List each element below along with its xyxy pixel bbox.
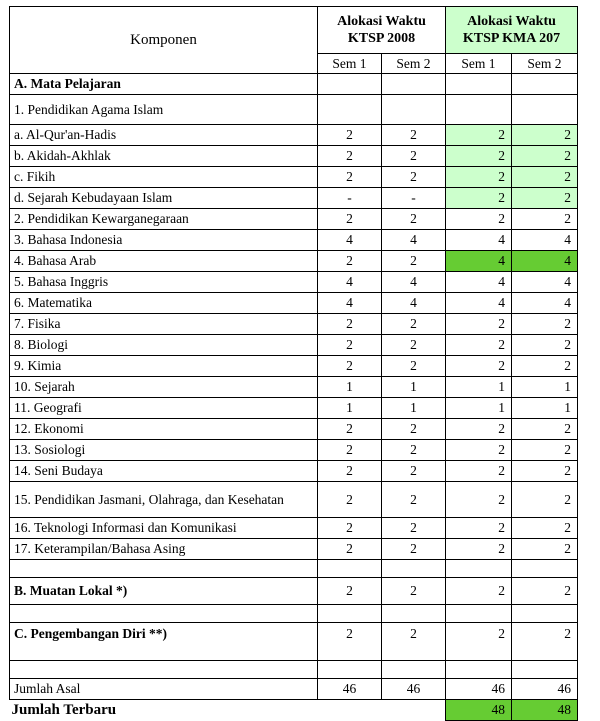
header-sem2-2008: Sem 2 — [382, 54, 446, 74]
pengembangan-diri-v1: 2 — [318, 623, 382, 661]
subject-value-3: 4 — [446, 230, 512, 251]
subject-value-2: 4 — [382, 272, 446, 293]
subject-value-2: 2 — [382, 518, 446, 539]
subject-label: 4. Bahasa Arab — [10, 251, 318, 272]
jumlah-asal-v4: 46 — [512, 679, 578, 700]
subject-value-1: 2 — [318, 335, 382, 356]
table-row — [10, 440, 578, 461]
table-row — [10, 518, 578, 539]
table-row — [10, 230, 578, 251]
subject-value-2: - — [382, 188, 446, 209]
subject-value-4: 4 — [512, 293, 578, 314]
subject-value-3: 2 — [446, 335, 512, 356]
subject-value-4: 1 — [512, 377, 578, 398]
section-mata-pelajaran: A. Mata Pelajaran — [10, 74, 318, 95]
pengembangan-diri-v2: 2 — [382, 623, 446, 661]
subject-label: d. Sejarah Kebudayaan Islam — [10, 188, 318, 209]
subject-value-1: 2 — [318, 461, 382, 482]
subject-value-4: 2 — [512, 188, 578, 209]
subject-value-1: 1 — [318, 398, 382, 419]
table-row — [10, 356, 578, 377]
subject-value-1: 2 — [318, 440, 382, 461]
subject-value-3: 2 — [446, 539, 512, 560]
subject-label: c. Fikih — [10, 167, 318, 188]
table-row — [10, 482, 578, 518]
allocation-table — [9, 6, 578, 721]
subject-label: 7. Fisika — [10, 314, 318, 335]
subject-value-4: 2 — [512, 167, 578, 188]
subject-label: 14. Seni Budaya — [10, 461, 318, 482]
subject-value-2: 2 — [382, 125, 446, 146]
subject-value-3: 2 — [446, 314, 512, 335]
subject-value-3: 2 — [446, 461, 512, 482]
subject-label: 5. Bahasa Inggris — [10, 272, 318, 293]
muatan-lokal-v4: 2 — [512, 578, 578, 605]
subject-value-3: 2 — [446, 146, 512, 167]
subject-value-2: 4 — [382, 230, 446, 251]
subject-value-4: 2 — [512, 419, 578, 440]
subject-value-3: 4 — [446, 272, 512, 293]
header-ktsp-2008-line1: Alokasi Waktu — [337, 14, 426, 29]
subject-value-3: 4 — [446, 251, 512, 272]
subject-label: 11. Geografi — [10, 398, 318, 419]
subject-label: 10. Sejarah — [10, 377, 318, 398]
subject-value-1: 2 — [318, 539, 382, 560]
section-pendidikan-agama-islam: 1. Pendidikan Agama Islam — [10, 95, 318, 125]
jumlah-terbaru-label: Jumlah Terbaru — [11, 701, 117, 718]
subject-label: 15. Pendidikan Jasmani, Olahraga, dan Kesehatan — [10, 482, 318, 518]
subject-value-3: 1 — [446, 398, 512, 419]
table-row — [10, 188, 578, 209]
subject-value-2: 2 — [382, 209, 446, 230]
subject-label: 3. Bahasa Indonesia — [10, 230, 318, 251]
jumlah-terbaru-v2: 48 — [512, 700, 578, 721]
header-ktsp-2008-line2: KTSP 2008 — [347, 31, 416, 46]
subject-value-4: 2 — [512, 440, 578, 461]
pengembangan-diri-v3: 2 — [446, 623, 512, 661]
table-row — [10, 398, 578, 419]
subject-value-3: 2 — [446, 419, 512, 440]
subject-value-2: 2 — [382, 314, 446, 335]
header-sem1-2008: Sem 1 — [318, 54, 382, 74]
table-row — [10, 539, 578, 560]
table-row — [10, 251, 578, 272]
subject-label: 9. Kimia — [10, 356, 318, 377]
jumlah-asal-label: Jumlah Asal — [10, 679, 318, 700]
subject-value-1: 2 — [318, 125, 382, 146]
subject-value-1: - — [318, 188, 382, 209]
jumlah-asal-v2: 46 — [382, 679, 446, 700]
subject-value-4: 4 — [512, 251, 578, 272]
subject-value-4: 2 — [512, 461, 578, 482]
header-ktsp-kma-line1: Alokasi Waktu — [467, 14, 556, 29]
subject-value-2: 2 — [382, 356, 446, 377]
subject-value-2: 1 — [382, 398, 446, 419]
table-row — [10, 377, 578, 398]
section-muatan-lokal: B. Muatan Lokal *) — [10, 578, 318, 605]
subject-value-3: 2 — [446, 188, 512, 209]
table-row — [10, 461, 578, 482]
subject-value-4: 2 — [512, 125, 578, 146]
table-row — [10, 419, 578, 440]
header-sem1-kma: Sem 1 — [446, 54, 512, 74]
subject-label: a. Al-Qur'an-Hadis — [10, 125, 318, 146]
subject-label: 16. Teknologi Informasi dan Komunikasi — [10, 518, 318, 539]
subject-value-3: 2 — [446, 209, 512, 230]
subject-value-2: 2 — [382, 146, 446, 167]
header-ktsp-kma-207 — [446, 7, 578, 54]
muatan-lokal-v1: 2 — [318, 578, 382, 605]
jumlah-asal-v1: 46 — [318, 679, 382, 700]
table-row — [10, 335, 578, 356]
muatan-lokal-v3: 2 — [446, 578, 512, 605]
subject-value-2: 2 — [382, 539, 446, 560]
subject-value-3: 4 — [446, 293, 512, 314]
header-sem2-kma: Sem 2 — [512, 54, 578, 74]
subject-value-4: 2 — [512, 146, 578, 167]
subject-label: 8. Biologi — [10, 335, 318, 356]
jumlah-terbaru-v1: 48 — [446, 700, 512, 721]
subject-value-4: 2 — [512, 482, 578, 518]
subject-value-3: 2 — [446, 482, 512, 518]
subject-label: b. Akidah-Akhlak — [10, 146, 318, 167]
subject-value-1: 4 — [318, 272, 382, 293]
subject-value-4: 2 — [512, 539, 578, 560]
muatan-lokal-v2: 2 — [382, 578, 446, 605]
table-row — [10, 146, 578, 167]
subject-value-1: 2 — [318, 209, 382, 230]
subject-label: 6. Matematika — [10, 293, 318, 314]
subject-label: 13. Sosiologi — [10, 440, 318, 461]
subject-value-1: 2 — [318, 419, 382, 440]
header-ktsp-2008 — [318, 7, 446, 54]
subject-value-1: 2 — [318, 482, 382, 518]
subject-label: 12. Ekonomi — [10, 419, 318, 440]
header-ktsp-kma-line2: KTSP KMA 207 — [462, 31, 561, 46]
subject-value-3: 2 — [446, 356, 512, 377]
subject-label: 2. Pendidikan Kewarganegaraan — [10, 209, 318, 230]
subject-value-1: 2 — [318, 251, 382, 272]
subject-value-2: 2 — [382, 251, 446, 272]
subject-value-3: 2 — [446, 125, 512, 146]
pengembangan-diri-v4: 2 — [512, 623, 578, 661]
subject-value-4: 4 — [512, 230, 578, 251]
subject-value-1: 2 — [318, 167, 382, 188]
subject-value-4: 2 — [512, 209, 578, 230]
table-row — [10, 314, 578, 335]
subject-value-3: 2 — [446, 167, 512, 188]
subject-value-1: 2 — [318, 146, 382, 167]
subject-value-1: 2 — [318, 518, 382, 539]
subject-value-2: 2 — [382, 335, 446, 356]
subject-value-1: 4 — [318, 230, 382, 251]
subject-value-2: 2 — [382, 419, 446, 440]
table-row — [10, 272, 578, 293]
jumlah-asal-v3: 46 — [446, 679, 512, 700]
subject-label: 17. Keterampilan/Bahasa Asing — [10, 539, 318, 560]
subject-value-1: 4 — [318, 293, 382, 314]
section-pengembangan-diri: C. Pengembangan Diri **) — [10, 623, 318, 661]
header-komponen: Komponen — [10, 7, 318, 74]
subject-value-2: 2 — [382, 167, 446, 188]
subject-value-4: 2 — [512, 314, 578, 335]
table-row — [10, 125, 578, 146]
table-row — [10, 167, 578, 188]
subject-value-4: 2 — [512, 518, 578, 539]
subject-value-2: 2 — [382, 461, 446, 482]
subject-value-1: 1 — [318, 377, 382, 398]
subject-value-3: 1 — [446, 377, 512, 398]
subject-value-1: 2 — [318, 314, 382, 335]
subject-value-4: 2 — [512, 356, 578, 377]
subject-value-3: 2 — [446, 518, 512, 539]
subject-value-2: 2 — [382, 440, 446, 461]
subject-value-2: 2 — [382, 482, 446, 518]
subject-value-4: 2 — [512, 335, 578, 356]
subject-value-4: 1 — [512, 398, 578, 419]
table-row — [10, 209, 578, 230]
table-row — [10, 293, 578, 314]
subject-value-2: 4 — [382, 293, 446, 314]
subject-value-2: 1 — [382, 377, 446, 398]
subject-value-4: 4 — [512, 272, 578, 293]
subject-value-1: 2 — [318, 356, 382, 377]
subject-value-3: 2 — [446, 440, 512, 461]
